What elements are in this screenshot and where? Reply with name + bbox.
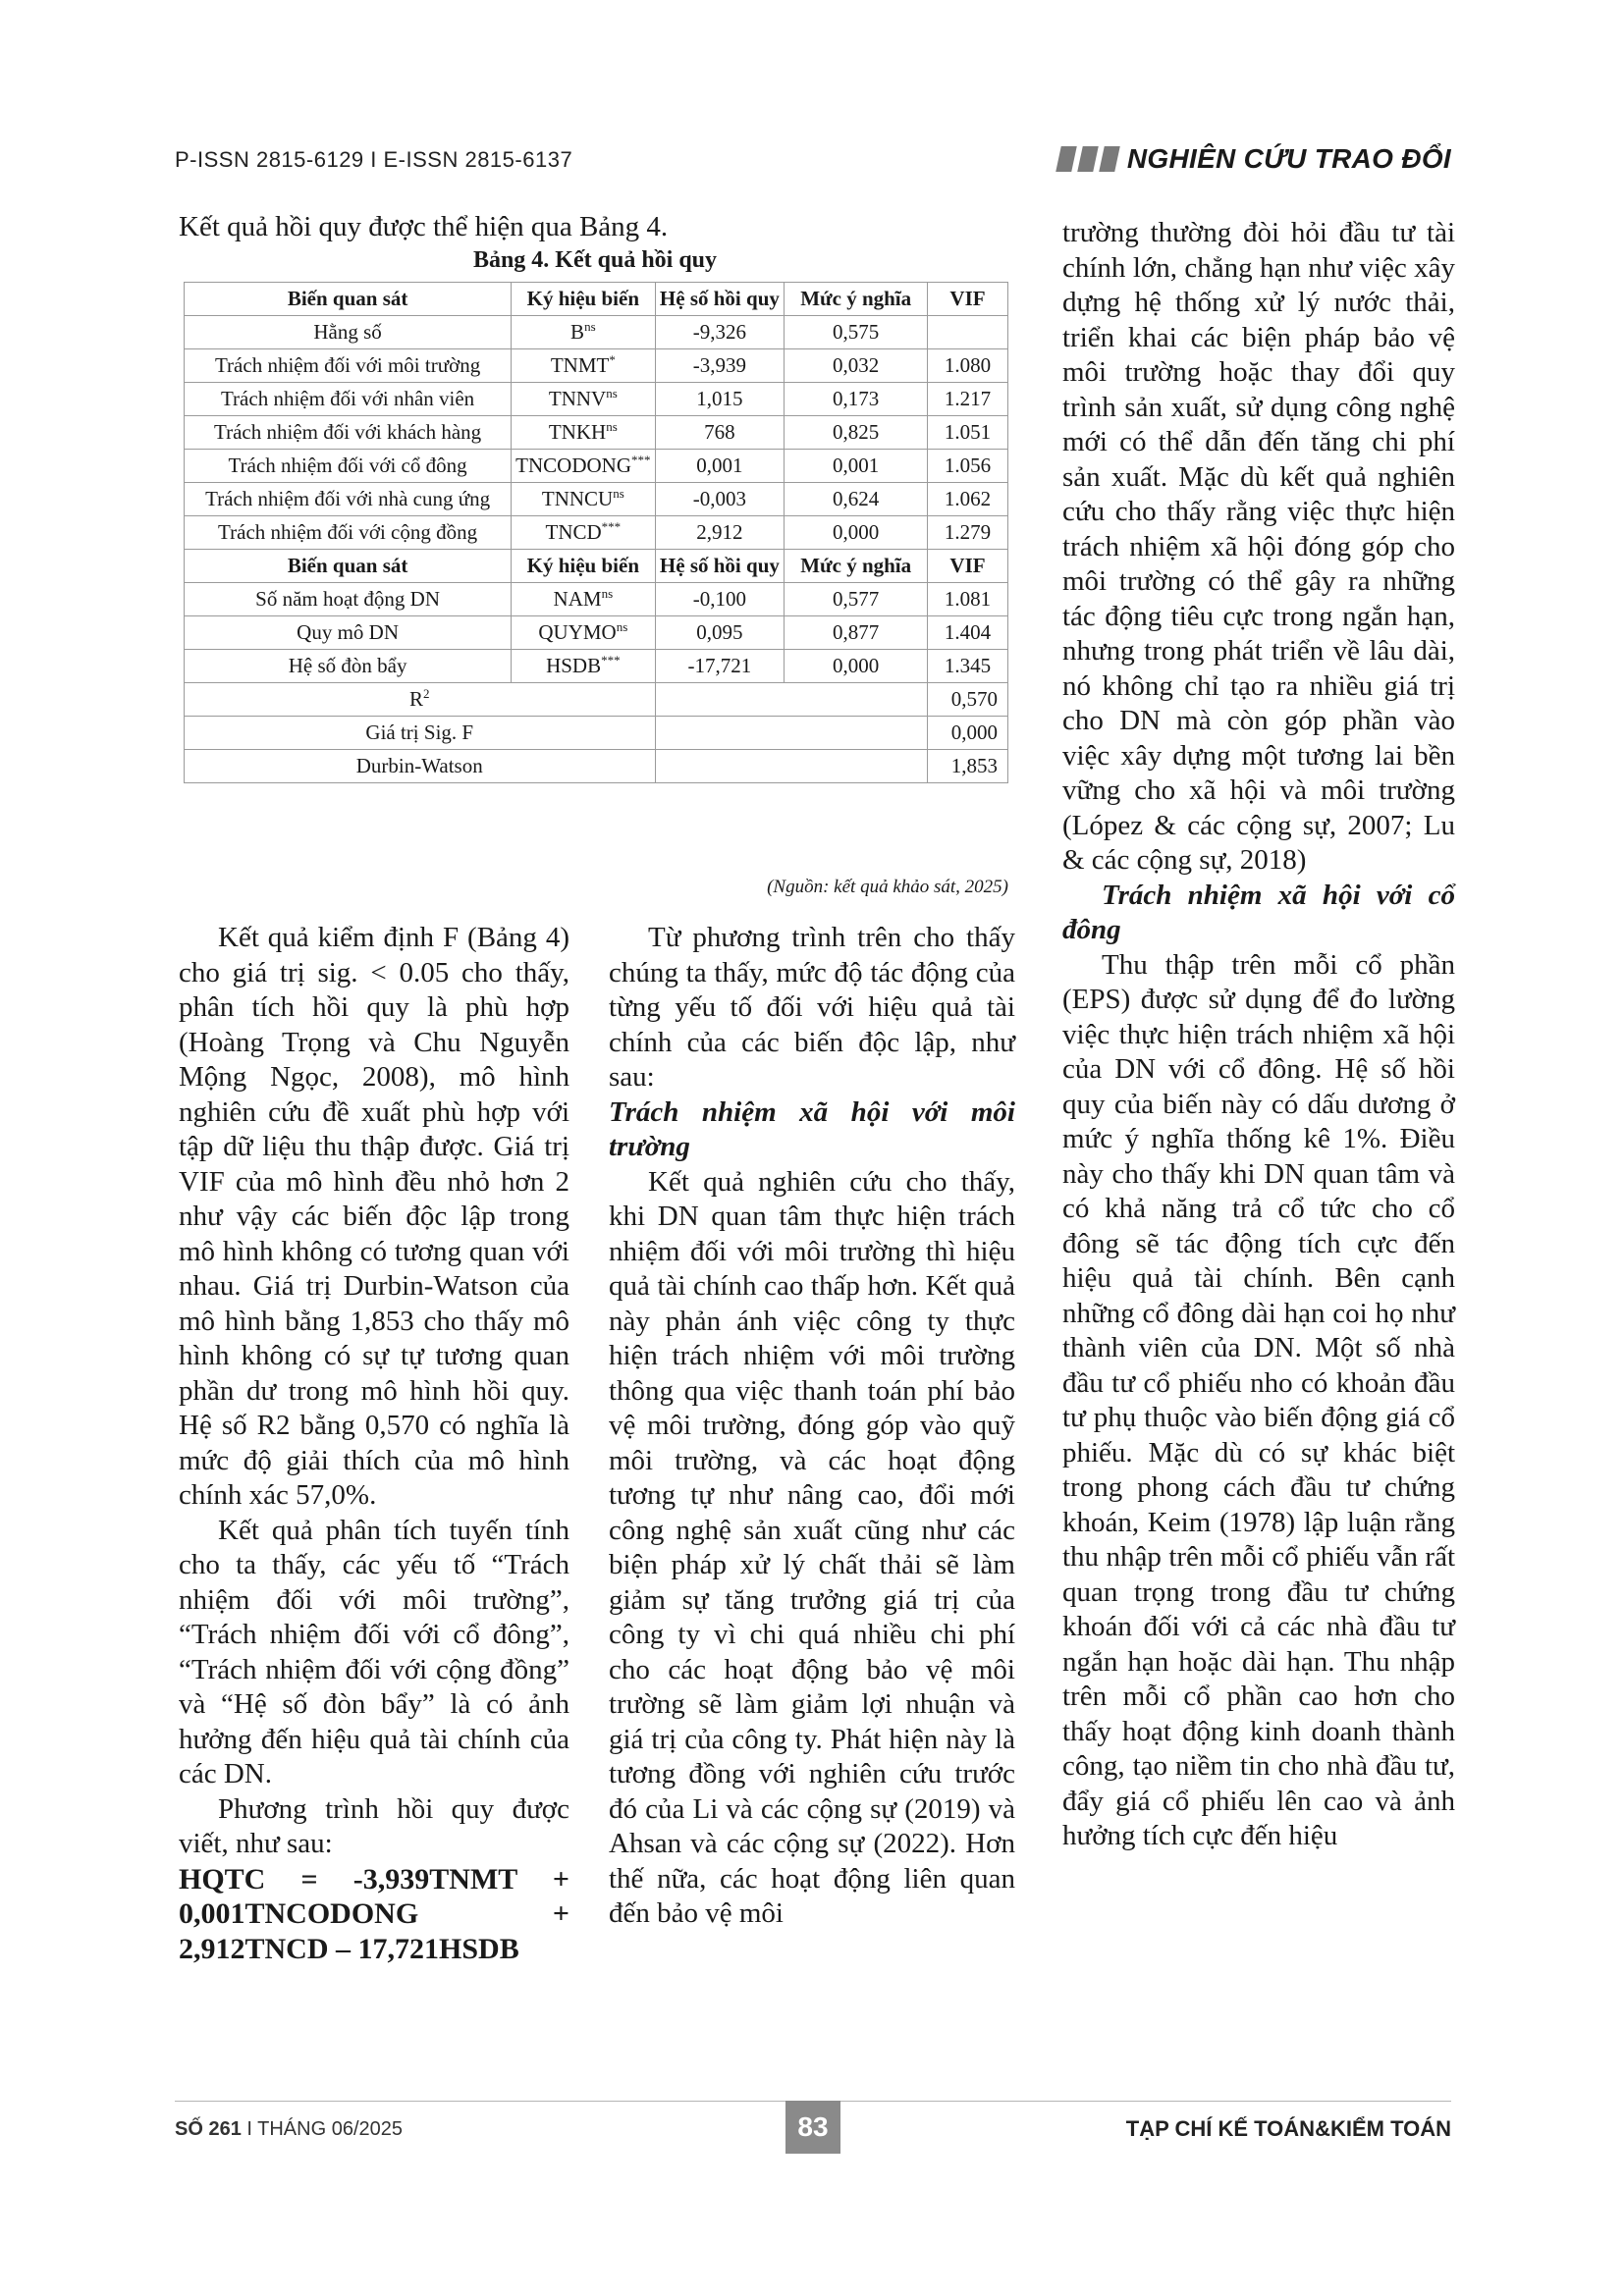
significance: 0,575 (785, 316, 928, 349)
variable-symbol: HSDB*** (512, 650, 655, 683)
header-cell: Biến quan sát (185, 550, 512, 583)
variable-symbol: $NAM^{ns}$ (512, 583, 655, 616)
vif: 1.056 (928, 450, 1008, 483)
stat-label: Giá trị Sig. F (185, 717, 656, 750)
table-row (185, 383, 1008, 416)
coefficient: 768 (655, 416, 785, 450)
section-header (1058, 143, 1451, 175)
stat-row (185, 750, 1008, 783)
variable-name: Quy mô DN (185, 616, 512, 650)
coefficient: 0,095 (655, 616, 785, 650)
header-cell: VIF (928, 283, 1008, 316)
table-row (185, 583, 1008, 616)
vif: 1.051 (928, 416, 1008, 450)
variable-name: Hệ số đòn bẩy (185, 650, 512, 683)
significance: 0,173 (785, 383, 928, 416)
stat-row (185, 683, 1008, 717)
significance: 0,624 (785, 483, 928, 516)
significance: 0,825 (785, 416, 928, 450)
stat-value: 0,570 (928, 683, 1008, 717)
header-cell: VIF (928, 550, 1008, 583)
table-row (185, 316, 1008, 349)
coefficient: -3,939 (655, 349, 785, 383)
variable-name: Trách nhiệm đối với nhân viên (185, 383, 512, 416)
paragraph: Phương trình hồi quy được viết, như sau: (179, 1792, 569, 1859)
variable-symbol: $TNNV^{ns}$ (512, 383, 655, 416)
coefficient: 0,001 (655, 450, 785, 483)
regression-equation: HQTC = -3,939TNMT + 0,001TNCODONG + 2,912TNCD – 17,721HSDB (179, 1862, 569, 1965)
variable-name: Số năm hoạt động DN (185, 583, 512, 616)
subheading: Trách nhiệm xã hội với cổ đông (1062, 879, 1455, 945)
vif: 1.279 (928, 516, 1008, 550)
header-cell: Hệ số hồi quy (655, 550, 785, 583)
paragraph: Kết quả nghiên cứu cho thấy, khi DN quan tâm thực hiện trách nhiệm đối với môi trường thì hiệu quả tài chính cao thấp hơn. Kết quả này phản ánh việc công ty thực hiện trách nhiệm với môi trường thông qua việc thanh toán phí bảo vệ môi trường, đóng góp vào quỹ môi trường, và các hoạt động tương tự như nâng cao, đổi mới công nghệ sản xuất cũng như các biện pháp xử lý chất thải sẽ làm giảm sự tăng trưởng giá trị của công ty vì chi quá nhiều chi phí cho các hoạt động bảo vệ môi trường sẽ làm giảm lợi nhuận và giá trị của công ty. Phát hiện này là tương đồng với nghiên cứu trước đó của Li và các cộng sự (2019) và Ahsan và các cộng sự (2022). Hơn thế nữa, các hoạt động liên quan đến bảo vệ môi (609, 1165, 1015, 1929)
significance: 0,000 (785, 650, 928, 683)
header-cell: Hệ số hồi quy (655, 283, 785, 316)
vif: 1.217 (928, 383, 1008, 416)
intro-sentence: Kết quả hồi quy được thể hiện qua Bảng 4. (179, 211, 669, 242)
table-row (185, 483, 1008, 516)
stat-empty (655, 750, 928, 783)
stat-value: 0,000 (928, 717, 1008, 750)
header-cell: Ký hiệu biến (512, 550, 655, 583)
significance: 0,577 (785, 583, 928, 616)
column-1 (179, 921, 569, 1966)
subheading: Trách nhiệm xã hội với môi trường (609, 1095, 1015, 1162)
stat-empty (655, 717, 928, 750)
coefficient: 1,015 (655, 383, 785, 416)
variable-name: Hằng số (185, 316, 512, 349)
variable-name: Trách nhiệm đối với cổ đông (185, 450, 512, 483)
table-row (185, 650, 1008, 683)
significance: 0,032 (785, 349, 928, 383)
column-3 (1062, 216, 1455, 1854)
variable-symbol: TNCD*** (512, 516, 655, 550)
section-bars-icon (1058, 146, 1117, 172)
header-cell: Biến quan sát (185, 283, 512, 316)
issn-header: P-ISSN 2815-6129 I E-ISSN 2815-6137 (175, 147, 573, 172)
regression-table (184, 282, 1008, 783)
table-row (185, 616, 1008, 650)
stat-label: Durbin-Watson (185, 750, 656, 783)
variable-name: Trách nhiệm đối với cộng đồng (185, 516, 512, 550)
vif: 1.404 (928, 616, 1008, 650)
stat-label: $R^2$ (185, 683, 656, 717)
footer-issue: SỐ 261 I THÁNG 06/2025 (175, 2118, 403, 2140)
paragraph: Thu thập trên mỗi cổ phần (EPS) được sử dụng để đo lường việc thực hiện trách nhiệm xã hội của DN với cổ đông. Hệ số hồi quy của biến này có dấu dương ở mức ý nghĩa thống kê 1%. Điều này cho thấy khi DN quan tâm và có khả năng trả cổ tức cho cổ đông sẽ tác động tích cực đến hiệu quả tài chính. Bên cạnh những cổ đông dài hạn coi họ như thành viên của DN. Một số nhà đầu tư cổ phiếu nho có khoản đầu tư phụ thuộc vào biến động giá cổ phiếu. Mặc dù có sự khác biệt trong phong cách đầu tư chứng khoán, Keim (1978) lập luận rằng thu nhập trên mỗi cổ phiếu vẫn rất quan trọng trong đầu tư chứng khoán đối với cả các nhà đầu tư ngắn hạn hoặc dài hạn. Thu nhập trên mỗi cổ phần cao hơn cho thấy hoạt động kinh doanh thành công, tạo niềm tin cho nhà đầu tư, đẩy giá cổ phiếu lên cao và ảnh hưởng tích cực đến hiệu (1062, 948, 1455, 1851)
table-row (185, 450, 1008, 483)
vif (928, 316, 1008, 349)
variable-name: Trách nhiệm đối với nhà cung ứng (185, 483, 512, 516)
variable-name: Trách nhiệm đối với khách hàng (185, 416, 512, 450)
table-row (185, 349, 1008, 383)
significance: 0,001 (785, 450, 928, 483)
variable-symbol: $QUYMO^{ns}$ (512, 616, 655, 650)
variable-symbol: $TNNCU^{ns}$ (512, 483, 655, 516)
header-cell: Mức ý nghĩa (785, 283, 928, 316)
variable-name: Trách nhiệm đối với môi trường (185, 349, 512, 383)
significance: 0,877 (785, 616, 928, 650)
variable-symbol: $B^{ns}$ (512, 316, 655, 349)
footer-journal: TẠP CHÍ KẾ TOÁN&KIỂM TOÁN (1125, 2116, 1451, 2141)
paragraph: Từ phương trình trên cho thấy chúng ta thấy, mức độ tác động của từng yếu tố đối với hiệu quả tài chính của các biến độc lập, như sau: (609, 922, 1015, 1093)
page-number: 83 (785, 2101, 840, 2154)
significance: 0,000 (785, 516, 928, 550)
table-row (185, 416, 1008, 450)
stat-empty (655, 683, 928, 717)
coefficient: -0,003 (655, 483, 785, 516)
column-2 (609, 921, 1015, 1932)
vif: 1.081 (928, 583, 1008, 616)
vif: 1.080 (928, 349, 1008, 383)
coefficient: -17,721 (655, 650, 785, 683)
coefficient: -9,326 (655, 316, 785, 349)
table-header-row (185, 283, 1008, 316)
paragraph: Kết quả phân tích tuyến tính cho ta thấy, các yếu tố “Trách nhiệm đối với môi trường”, “Trách nhiệm đối với cổ đông”, “Trách nhiệm đối với cộng đồng” và “Hệ số đòn bẩy” là có ảnh hưởng đến hiệu quả tài chính của các DN. (179, 1514, 569, 1789)
variable-symbol: TNCODONG*** (512, 450, 655, 483)
variable-symbol: $TNKH^{ns}$ (512, 416, 655, 450)
paragraph: Kết quả kiểm định F (Bảng 4) cho giá trị sig. < 0.05 cho thấy, phân tích hồi quy là phù hợp (Hoàng Trọng và Chu Nguyễn Mộng Ngọc, 2008), mô hình nghiên cứu đề xuất phù hợp với tập dữ liệu thu thập được. Giá trị VIF của mô hình đều nhỏ hơn 2 như vậy các biến độc lập trong mô hình không có tương quan với nhau. Giá trị Durbin-Watson của mô hình bằng 1,853 cho thấy mô hình không có sự tự tương quan phần dư trong mô hình hồi quy. Hệ số R2 bằng 0,570 có nghĩa là mức độ giải thích của mô hình chính xác 57,0%. (179, 922, 569, 1511)
section-title: NGHIÊN CỨU TRAO ĐỔI (1126, 143, 1451, 174)
table-caption: Bảng 4. Kết quả hồi quy (472, 247, 718, 273)
stat-row (185, 717, 1008, 750)
header-cell: Ký hiệu biến (512, 283, 655, 316)
vif: 1.345 (928, 650, 1008, 683)
table-header-row (185, 550, 1008, 583)
coefficient: -0,100 (655, 583, 785, 616)
paragraph: trường thường đòi hỏi đầu tư tài chính lớn, chẳng hạn như việc xây dựng hệ thống xử lý nước thải, triển khai các biện pháp bảo vệ môi trường hoặc thay đổi quy trình sản xuất, sử dụng công nghệ mới có thể dẫn đến tăng chi phí sản xuất. Mặc dù kết quả nghiên cứu cho thấy rằng việc thực hiện trách nhiệm xã hội đóng góp cho môi trường có thể gây ra những tác động tiêu cực trong ngắn hạn, nhưng trong phát triển về lâu dài, nó không chỉ tạo ra nhiều giá trị cho DN mà còn góp phần vào việc xây dựng một tương lai bền vững cho xã hội và môi trường (López & các cộng sự, 2007; Lu & các cộng sự, 2018) (1062, 217, 1455, 876)
table-row (185, 516, 1008, 550)
table-source: (Nguồn: kết quả khảo sát, 2025) (767, 877, 1008, 897)
vif: 1.062 (928, 483, 1008, 516)
stat-value: 1,853 (928, 750, 1008, 783)
coefficient: 2,912 (655, 516, 785, 550)
variable-symbol: TNMT* (512, 349, 655, 383)
header-cell: Mức ý nghĩa (785, 550, 928, 583)
